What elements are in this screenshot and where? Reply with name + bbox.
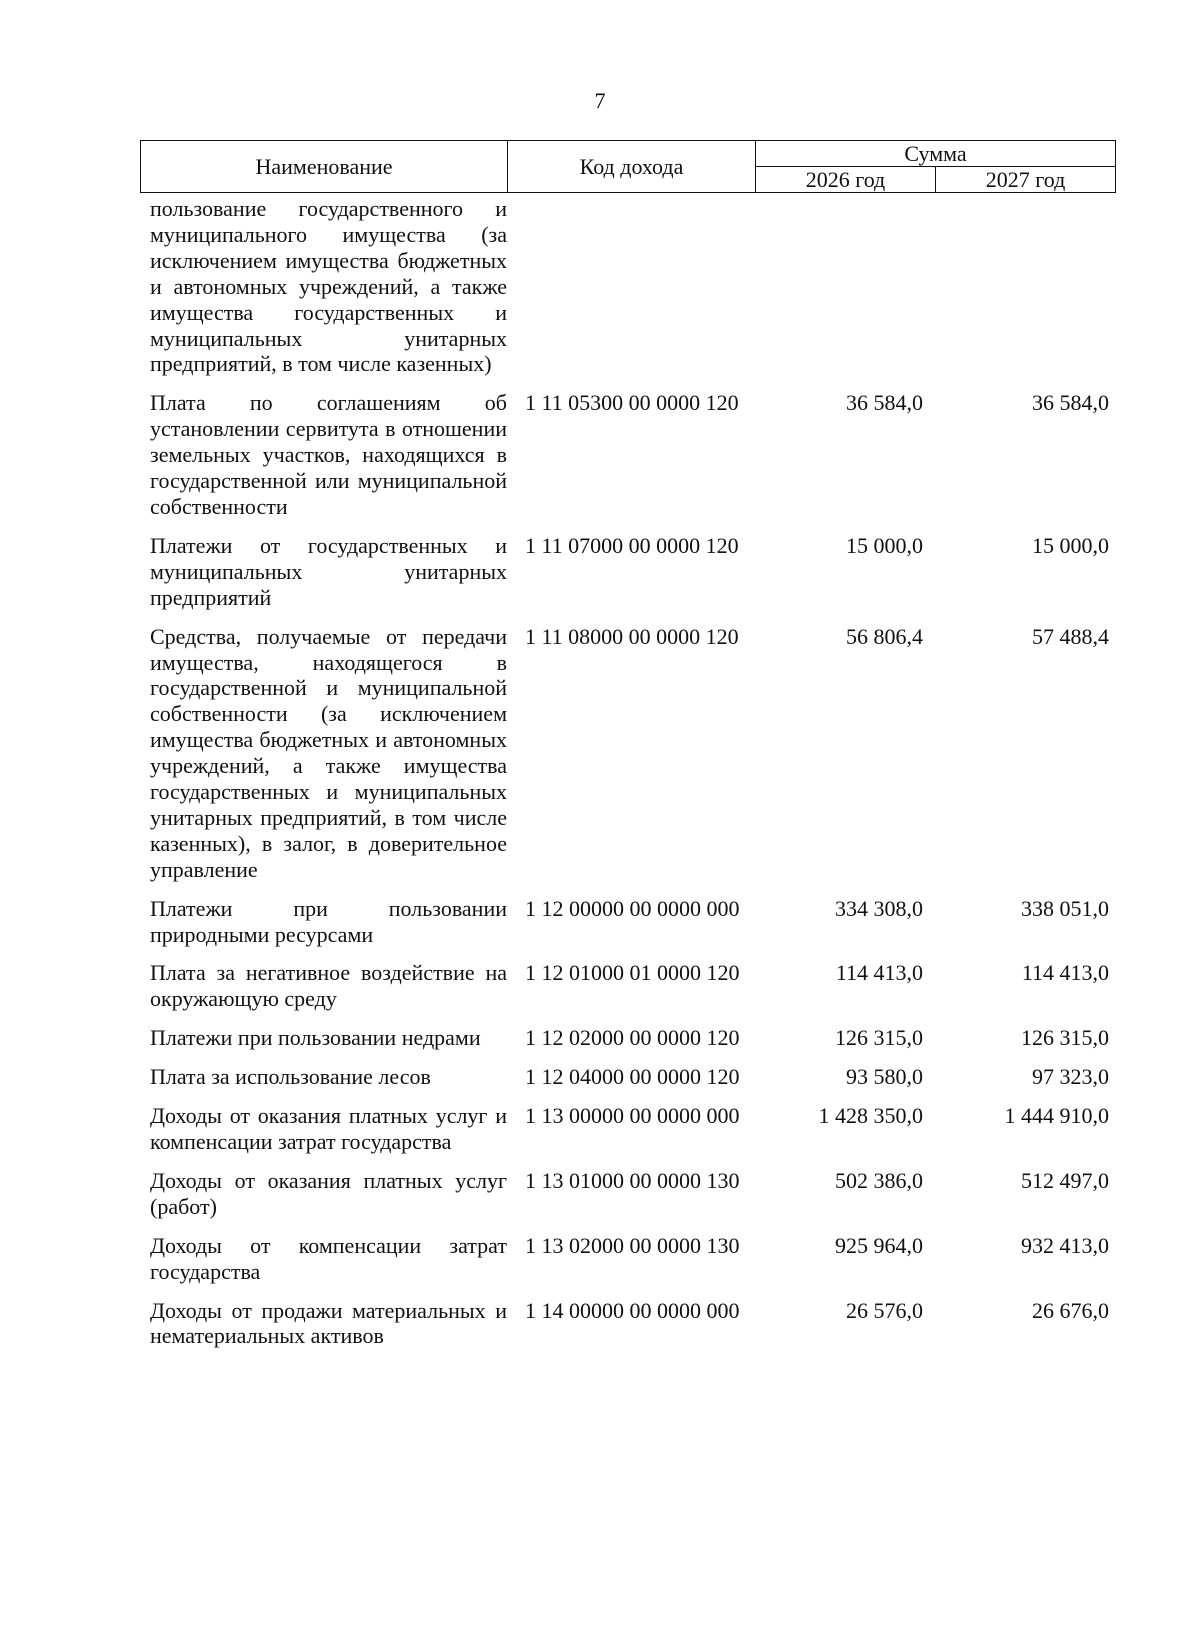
- row-value-2026: 36 584,0: [846, 390, 923, 416]
- row-code: 1 13 02000 00 0000 130: [525, 1232, 740, 1258]
- row-value-2027: 57 488,4: [1032, 623, 1109, 649]
- header-year-2026: 2026 год: [756, 167, 936, 193]
- table-row: [140, 390, 1115, 520]
- table-row: [140, 1298, 1115, 1350]
- table-row: [140, 533, 1115, 611]
- row-value-2026: 925 964,0: [835, 1232, 923, 1258]
- row-code: 1 11 08000 00 0000 120: [525, 623, 739, 649]
- table-body: [140, 196, 1115, 1362]
- row-code: 1 11 05300 00 0000 120: [525, 390, 739, 416]
- row-value-2027: 1 444 910,0: [1004, 1103, 1109, 1129]
- row-value-2026: 56 806,4: [846, 623, 923, 649]
- header-sum: Сумма: [756, 141, 1116, 167]
- header-name: Наименование: [141, 141, 508, 193]
- row-name: Плата за негативное воздействие на окружающую среду: [150, 960, 507, 1012]
- row-value-2027: 126 315,0: [1021, 1025, 1109, 1051]
- row-name: Платежи при пользовании недрами: [150, 1025, 481, 1051]
- row-name: Доходы от оказания платных услуг и компенсации затрат государства: [150, 1103, 507, 1154]
- table-row: [140, 1064, 1115, 1090]
- table-row: [140, 1025, 1115, 1051]
- row-name: Плата за использование лесов: [150, 1064, 431, 1090]
- row-value-2027: 512 497,0: [1021, 1167, 1109, 1193]
- row-value-2026: 114 413,0: [835, 960, 923, 986]
- row-value-2027: 36 584,0: [1032, 390, 1109, 416]
- row-value-2027: 26 676,0: [1032, 1297, 1109, 1323]
- row-name: Плата по соглашениям об установлении сервитута в отношении земельных участков, находящихся в государственной или муниципальной собственности: [150, 390, 507, 519]
- row-name: пользование государственного и муниципального имущества (за исключением имущества бюджетных и автономных учреждений, а также имущества государственных и муниципальных унитарных предприятий, в том числе казенных): [150, 196, 507, 377]
- page-number: 7: [594, 88, 606, 113]
- table-row: [140, 960, 1115, 1012]
- row-code: 1 13 01000 00 0000 130: [525, 1167, 740, 1193]
- row-name: Средства, получаемые от передачи имущества, находящегося в государственной и муниципальной собственности (за исключением имущества бюджетных и автономных учреждений, а также имущества государственных и муниципальных унитарных предприятий, в том числе казенных), в залог, в доверительное управление: [150, 623, 507, 882]
- row-code: 1 12 02000 00 0000 120: [525, 1025, 740, 1051]
- row-value-2027: 97 323,0: [1032, 1064, 1109, 1090]
- row-code: 1 12 04000 00 0000 120: [525, 1064, 740, 1090]
- row-value-2026: 1 428 350,0: [818, 1103, 923, 1129]
- row-value-2026: 26 576,0: [846, 1297, 923, 1323]
- row-code: 1 12 00000 00 0000 000: [525, 895, 740, 921]
- table-row: [140, 624, 1115, 883]
- row-name: Платежи при пользовании природными ресурсами: [150, 895, 507, 947]
- header-year-2027: 2027 год: [936, 167, 1116, 193]
- table-header: [140, 140, 1116, 193]
- row-name: Доходы от оказания платных услуг (работ): [150, 1167, 507, 1219]
- table-row: [140, 1168, 1115, 1220]
- row-code: 1 12 01000 01 0000 120: [525, 960, 740, 986]
- row-value-2027: 932 413,0: [1021, 1232, 1109, 1258]
- row-value-2026: 15 000,0: [846, 532, 923, 558]
- row-name: Доходы от продажи материальных и нематериальных активов: [150, 1297, 507, 1349]
- row-value-2027: 338 051,0: [1021, 895, 1109, 921]
- row-value-2027: 15 000,0: [1032, 532, 1109, 558]
- row-value-2027: 114 413,0: [1021, 960, 1109, 986]
- table-row: [140, 1103, 1115, 1155]
- row-name: Платежи от государственных и муниципальных унитарных предприятий: [150, 532, 507, 610]
- row-value-2026: 334 308,0: [835, 895, 923, 921]
- row-value-2026: 93 580,0: [846, 1064, 923, 1090]
- row-value-2026: 502 386,0: [835, 1167, 923, 1193]
- table-row: [140, 1233, 1115, 1285]
- row-code: 1 11 07000 00 0000 120: [525, 532, 739, 558]
- row-value-2026: 126 315,0: [835, 1025, 923, 1051]
- row-code: 1 13 00000 00 0000 000: [525, 1103, 740, 1129]
- row-code: 1 14 00000 00 0000 000: [525, 1297, 740, 1323]
- table-row: [140, 196, 1115, 377]
- header-code: Код дохода: [508, 141, 756, 193]
- table-row: [140, 896, 1115, 948]
- row-name: Доходы от компенсации затрат государства: [150, 1232, 507, 1284]
